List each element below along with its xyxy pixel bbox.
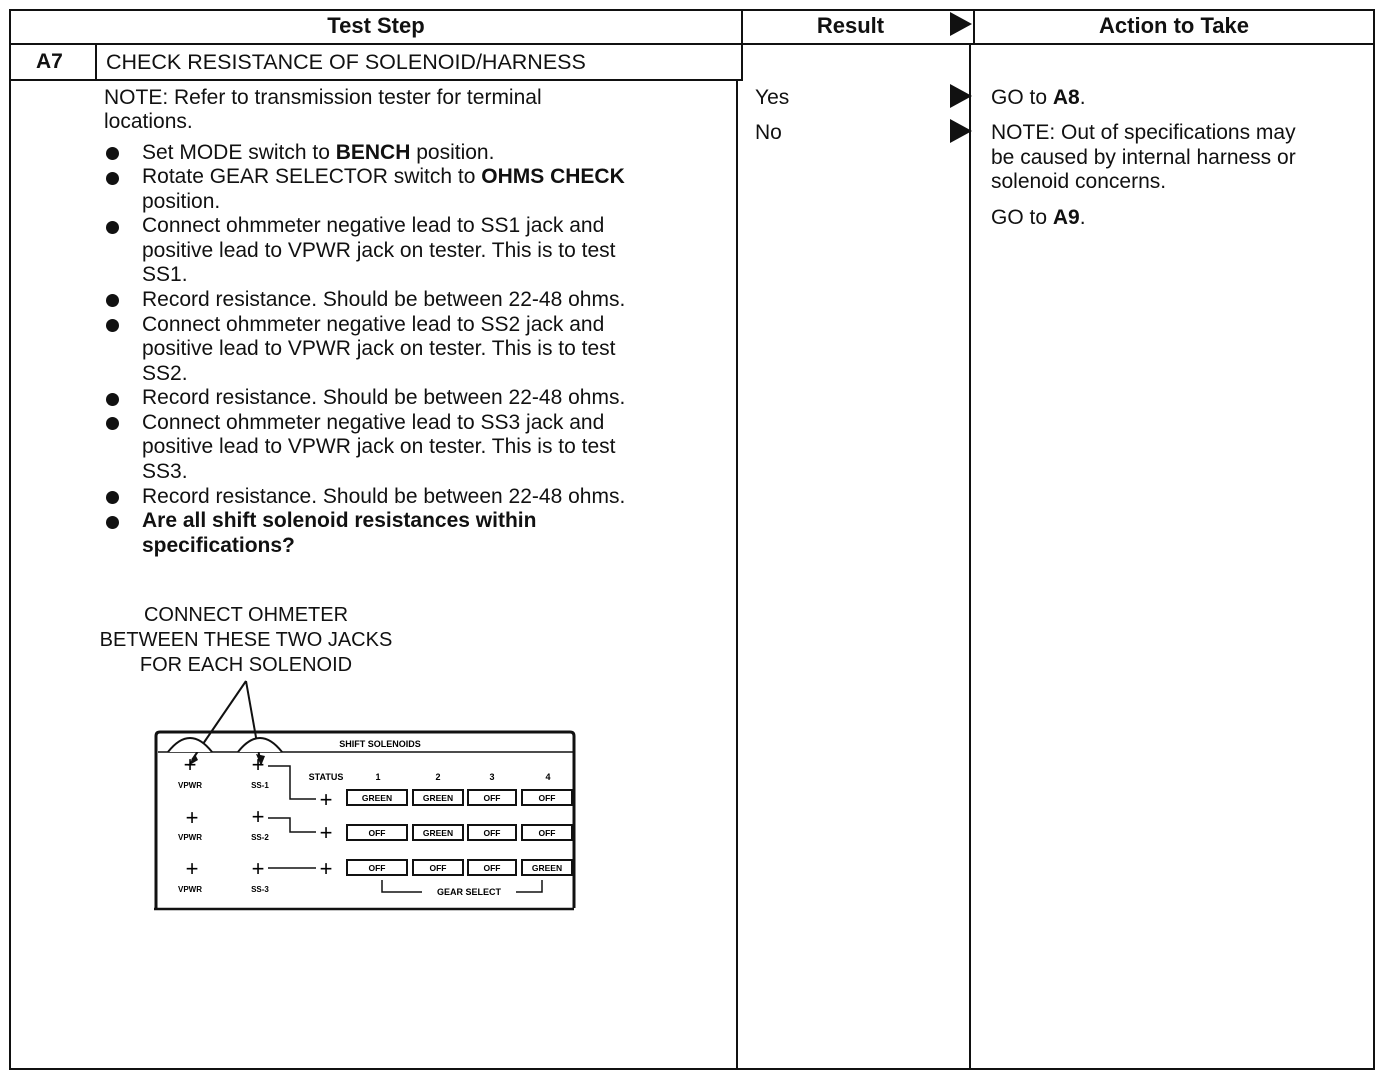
bullet-9-line-2: specifications? bbox=[142, 534, 295, 557]
panel-title: SHIFT SOLENOIDS bbox=[339, 739, 421, 749]
row-3-state-3: OFF bbox=[483, 863, 501, 873]
row-3-state-1: OFF bbox=[368, 863, 386, 873]
figure-caption-line-2: BETWEEN THESE TWO JACKS bbox=[99, 629, 393, 651]
gear-number-3: 3 bbox=[489, 772, 495, 782]
status-label: STATUS bbox=[308, 772, 344, 782]
bullet-7-icon bbox=[106, 417, 119, 430]
row-1-state-2: GREEN bbox=[422, 793, 454, 803]
action-yes-target-link[interactable]: A8 bbox=[1052, 86, 1080, 109]
bullet-3-line-1: Connect ohmmeter negative lead to SS1 jack and bbox=[142, 214, 605, 237]
result-yes-arrow-icon bbox=[950, 84, 972, 108]
table-left-border bbox=[9, 9, 11, 1070]
bullet-6-icon bbox=[106, 393, 119, 406]
step-id: A7 bbox=[36, 50, 63, 73]
bullet-6-text: Record resistance. Should be between 22-48 ohms. bbox=[142, 386, 626, 409]
gear-select-label: GEAR SELECT bbox=[436, 887, 502, 897]
action-column-left-border-lower bbox=[969, 43, 971, 1070]
svg-text:+: + bbox=[185, 856, 199, 881]
bullet-4-icon bbox=[106, 294, 119, 307]
test-step-header: Test Step bbox=[327, 13, 425, 38]
row-1-state-1: GREEN bbox=[361, 793, 393, 803]
note-line-2: locations. bbox=[104, 110, 193, 133]
svg-text:+: + bbox=[251, 804, 265, 829]
bullet-7-line-2: positive lead to VPWR jack on tester. This is to test bbox=[142, 435, 616, 458]
bullet-9-icon bbox=[106, 516, 119, 529]
row-3-right-jack-label: SS-3 bbox=[251, 885, 269, 894]
gear-number-2: 2 bbox=[435, 772, 441, 782]
row-2-right-jack-label: SS-2 bbox=[251, 833, 269, 842]
svg-text:+: + bbox=[251, 752, 265, 777]
bullet-9-line-1: Are all shift solenoid resistances within bbox=[142, 509, 537, 532]
action-no-note-line-2: be caused by internal harness or bbox=[991, 146, 1296, 169]
bullet-7-line-3: SS3. bbox=[142, 460, 188, 483]
bullet-1-text: Set MODE switch to BENCH position. bbox=[142, 141, 495, 164]
bullet-5-icon bbox=[106, 319, 119, 332]
bullet-2-text-cont: position. bbox=[142, 190, 221, 213]
bullet-2-text: Rotate GEAR SELECTOR switch to OHMS CHECK bbox=[142, 165, 625, 188]
bullet-5-line-3: SS2. bbox=[142, 362, 188, 385]
figure-caption-line-1: CONNECT OHMETER bbox=[143, 604, 349, 626]
gear-number-4: 4 bbox=[545, 772, 551, 782]
bullet-3-line-2: positive lead to VPWR jack on tester. This is to test bbox=[142, 239, 616, 262]
row-2-state-3: OFF bbox=[483, 828, 501, 838]
result-header: Result bbox=[816, 13, 885, 38]
bullet-4-text: Record resistance. Should be between 22-48 ohms. bbox=[142, 288, 626, 311]
row-1-left-jack-label: VPWR bbox=[178, 781, 202, 790]
result-no: No bbox=[755, 121, 782, 144]
table-right-border bbox=[1373, 9, 1375, 1070]
bullet-3-line-3: SS1. bbox=[142, 263, 188, 286]
row-2-left-jack-label: VPWR bbox=[178, 833, 202, 842]
header-bottom-border bbox=[10, 43, 1375, 45]
svg-text:+: + bbox=[319, 820, 333, 845]
result-header-arrow-icon bbox=[950, 12, 972, 36]
action-header: Action to Take bbox=[1099, 13, 1249, 38]
step-row-bottom-border bbox=[10, 79, 743, 81]
row-3-state-4: GREEN bbox=[531, 863, 563, 873]
action-no-target-link[interactable]: A9 bbox=[1052, 206, 1080, 229]
result-no-arrow-icon bbox=[950, 119, 972, 143]
row-1-right-jack-label: SS-1 bbox=[251, 781, 269, 790]
shift-solenoid-panel-diagram bbox=[140, 680, 590, 920]
action-no: GO to A9. bbox=[991, 206, 1086, 229]
row-1-state-3: OFF bbox=[483, 793, 501, 803]
step-id-divider bbox=[95, 43, 97, 81]
bullet-3-icon bbox=[106, 221, 119, 234]
row-2-state-2: GREEN bbox=[422, 828, 454, 838]
step-title: CHECK RESISTANCE OF SOLENOID/HARNESS bbox=[106, 50, 586, 74]
action-no-note-line-1: NOTE: Out of specifications may bbox=[991, 121, 1296, 144]
row-3-state-2: OFF bbox=[429, 863, 447, 873]
note-line-1: NOTE: Refer to transmission tester for terminal bbox=[104, 86, 542, 109]
row-1-state-4: OFF bbox=[538, 793, 556, 803]
svg-text:+: + bbox=[319, 856, 333, 881]
bullet-1-icon bbox=[106, 147, 119, 160]
bullet-5-line-2: positive lead to VPWR jack on tester. This is to test bbox=[142, 337, 616, 360]
table-top-border bbox=[10, 9, 1375, 11]
svg-text:+: + bbox=[319, 787, 333, 812]
row-3-left-jack-label: VPWR bbox=[178, 885, 202, 894]
svg-text:+: + bbox=[185, 805, 199, 830]
bullet-8-icon bbox=[106, 491, 119, 504]
table-bottom-border bbox=[10, 1068, 1375, 1070]
bullet-7-line-1: Connect ohmmeter negative lead to SS3 jack and bbox=[142, 411, 605, 434]
row-2-state-1: OFF bbox=[368, 828, 386, 838]
gear-number-1: 1 bbox=[375, 772, 381, 782]
action-yes: GO to A8. bbox=[991, 86, 1086, 109]
svg-text:+: + bbox=[251, 856, 265, 881]
bullet-5-line-1: Connect ohmmeter negative lead to SS2 jack and bbox=[142, 313, 605, 336]
row-2-state-4: OFF bbox=[538, 828, 556, 838]
figure-caption-line-3: FOR EACH SOLENOID bbox=[139, 654, 353, 676]
action-no-note-line-3: solenoid concerns. bbox=[991, 170, 1167, 193]
bullet-8-text: Record resistance. Should be between 22-48 ohms. bbox=[142, 485, 626, 508]
svg-text:+: + bbox=[183, 752, 197, 777]
bullet-2-icon bbox=[106, 172, 119, 185]
result-yes: Yes bbox=[755, 86, 790, 109]
result-column-left-border-lower bbox=[736, 79, 738, 1070]
